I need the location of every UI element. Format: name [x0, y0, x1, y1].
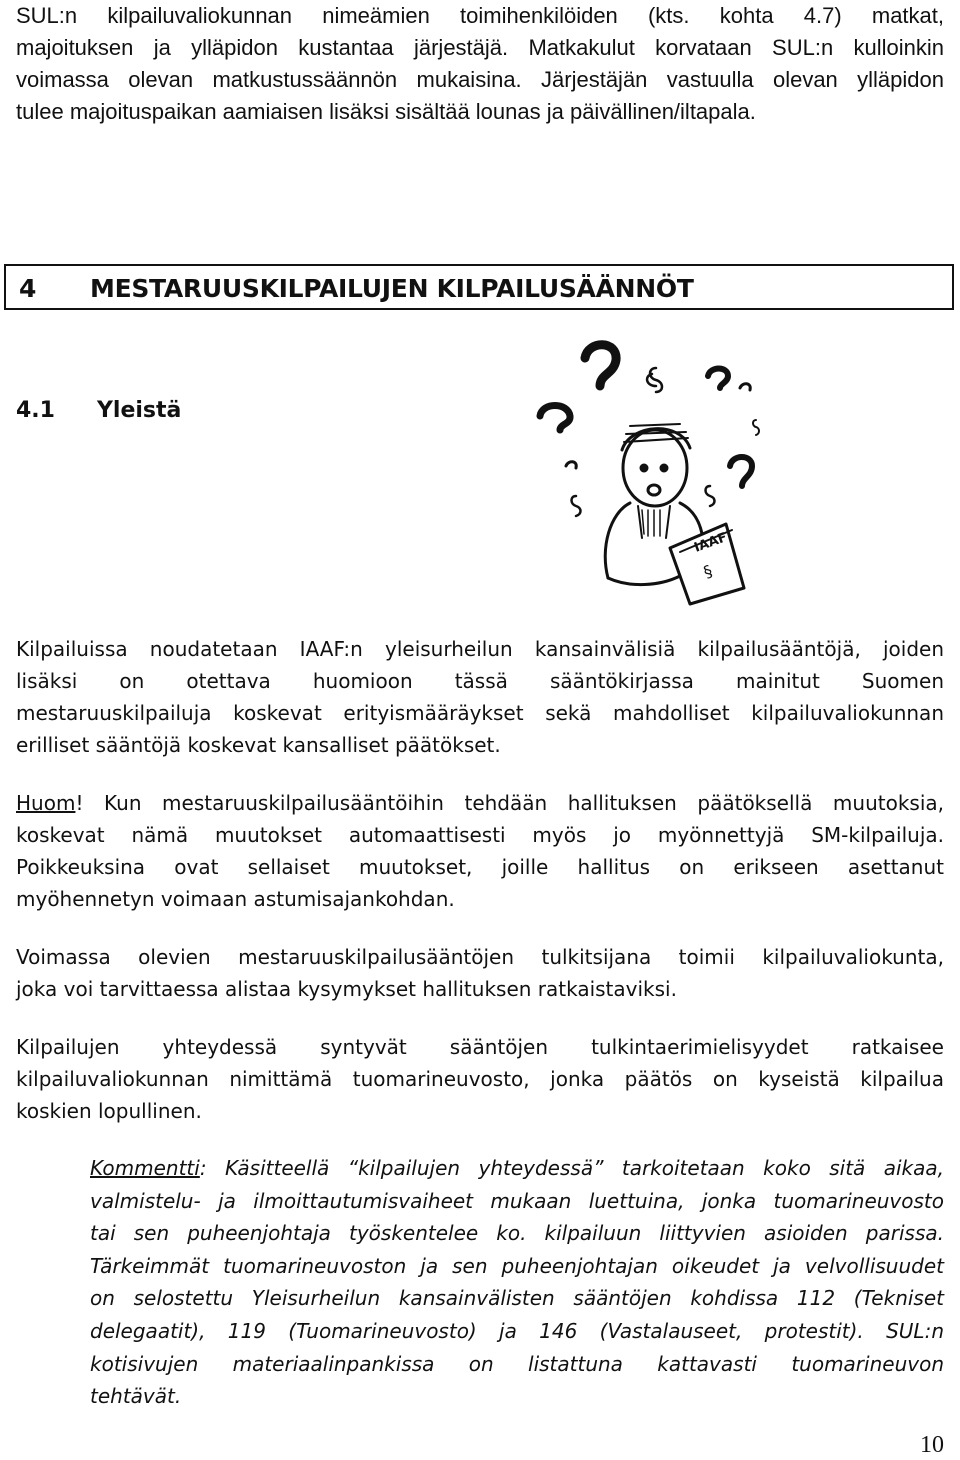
intro-line: majoituksen ja ylläpidon kustantaa järjestäjä. Matkakulut korvataan SUL:n kulloinkin — [16, 35, 944, 60]
book-label: IAAF — [692, 530, 730, 556]
subsection-number: 4.1 — [16, 398, 55, 423]
comment-first-line: : Käsitteellä “kilpailujen yhteydessä” tarkoitetaan koko sitä aikaa, — [199, 1156, 944, 1180]
comment-line: valmistelu- ja ilmoittautumisvaiheet mukaan luettuina, jonka tuomarineuvosto — [90, 1188, 944, 1213]
paragraph-line: Kilpailuissa noudatetaan IAAF:n yleisurheilun kansainvälisiä kilpailusääntöjä, joiden — [16, 637, 944, 661]
comment-line: tai sen puheenjohtaja työskentelee ko. kilpailuun liittyvien asioiden parissa. — [90, 1221, 944, 1246]
note-first-line: Kun mestaruuskilpailusääntöihin tehdään hallituksen päätöksellä muutoksia, — [83, 791, 944, 815]
comment-line: kotisivujen materiaalinpankissa on listattuna kattavasti tuomarineuvon — [90, 1351, 944, 1376]
section-number: 4 — [19, 274, 37, 303]
paragraph-line: Voimassa olevien mestaruuskilpailusääntöjen tulkitsijana toimii kilpailuvaliokunta, — [16, 945, 944, 969]
paragraph-line: koskevat nämä muutokset automaattisesti myös jo myönnettyjä SM-kilpailuja. — [16, 823, 944, 847]
paragraph-1 — [16, 633, 944, 761]
comment-line: on selostettu Yleisurheilun kansainvälisten sääntöjen kohdissa 112 (Tekniset — [90, 1286, 944, 1311]
intro-paragraph — [16, 0, 944, 128]
paragraph-line: koskien lopullinen. — [16, 1099, 202, 1123]
book-symbol: § — [700, 561, 715, 582]
comment-line: delegaatit), 119 (Tuomarineuvosto) ja 146 (Vastalauseet, protestit). SUL:n — [90, 1318, 944, 1343]
comment-block — [90, 1152, 944, 1413]
intro-line: SUL:n kilpailuvaliokunnan nimeämien toimihenkilöiden (kts. kohta 4.7) matkat, — [16, 3, 944, 28]
section-heading — [4, 264, 954, 310]
paragraph-line: Poikkeuksina ovat sellaiset muutokset, joille hallitus on erikseen asettanut — [16, 855, 944, 879]
comment-line: Tärkeimmät tuomarineuvoston ja sen puheenjohtajan oikeudet ja velvollisuudet — [90, 1253, 944, 1278]
comment-label: Kommentti — [90, 1156, 200, 1180]
paragraph-line: Kilpailujen yhteydessä syntyvät sääntöjen tulkintaerimielisyydet ratkaisee — [16, 1035, 944, 1059]
comment-line — [90, 1152, 944, 1185]
paragraph-line: joka voi tarvittaessa alistaa kysymykset hallituksen ratkaistaviksi. — [16, 977, 677, 1001]
intro-line: voimassa olevan matkustussäännön mukaisina. Järjestäjän vastuulla olevan ylläpidon — [16, 67, 944, 92]
paragraph-3 — [16, 941, 944, 1005]
section-title: MESTARUUSKILPAILUJEN KILPAILUSÄÄNNÖT — [90, 274, 694, 303]
subsection-title: Yleistä — [97, 398, 182, 423]
page-number: 10 — [920, 1432, 944, 1458]
paragraph-2 — [16, 787, 944, 915]
paragraph-line: kilpailuvaliokunnan nimittämä tuomarineuvosto, jonka päätös on kyseistä kilpailua — [16, 1067, 944, 1091]
paragraph-line: mestaruuskilpailuja koskevat erityismääräykset sekä mahdolliset kilpailuvaliokunnan — [16, 701, 944, 725]
paragraph-4 — [16, 1031, 944, 1127]
note-label-mark: ! — [75, 791, 84, 815]
intro-line: tulee majoituspaikan aamiaisen lisäksi sisältää lounas ja päivällinen/iltapala. — [16, 99, 756, 124]
note-label: Huom — [16, 791, 76, 815]
paragraph-line — [16, 787, 944, 819]
confused-reader-illustration — [530, 338, 780, 608]
paragraph-line: myöhennetyn voimaan astumisajankohdan. — [16, 887, 455, 911]
paragraph-line: erilliset sääntöjä koskevat kansalliset päätökset. — [16, 733, 501, 757]
paragraph-line: lisäksi on otettava huomioon tässä sääntökirjassa mainitut Suomen — [16, 669, 944, 693]
comment-line: tehtävät. — [90, 1384, 182, 1409]
